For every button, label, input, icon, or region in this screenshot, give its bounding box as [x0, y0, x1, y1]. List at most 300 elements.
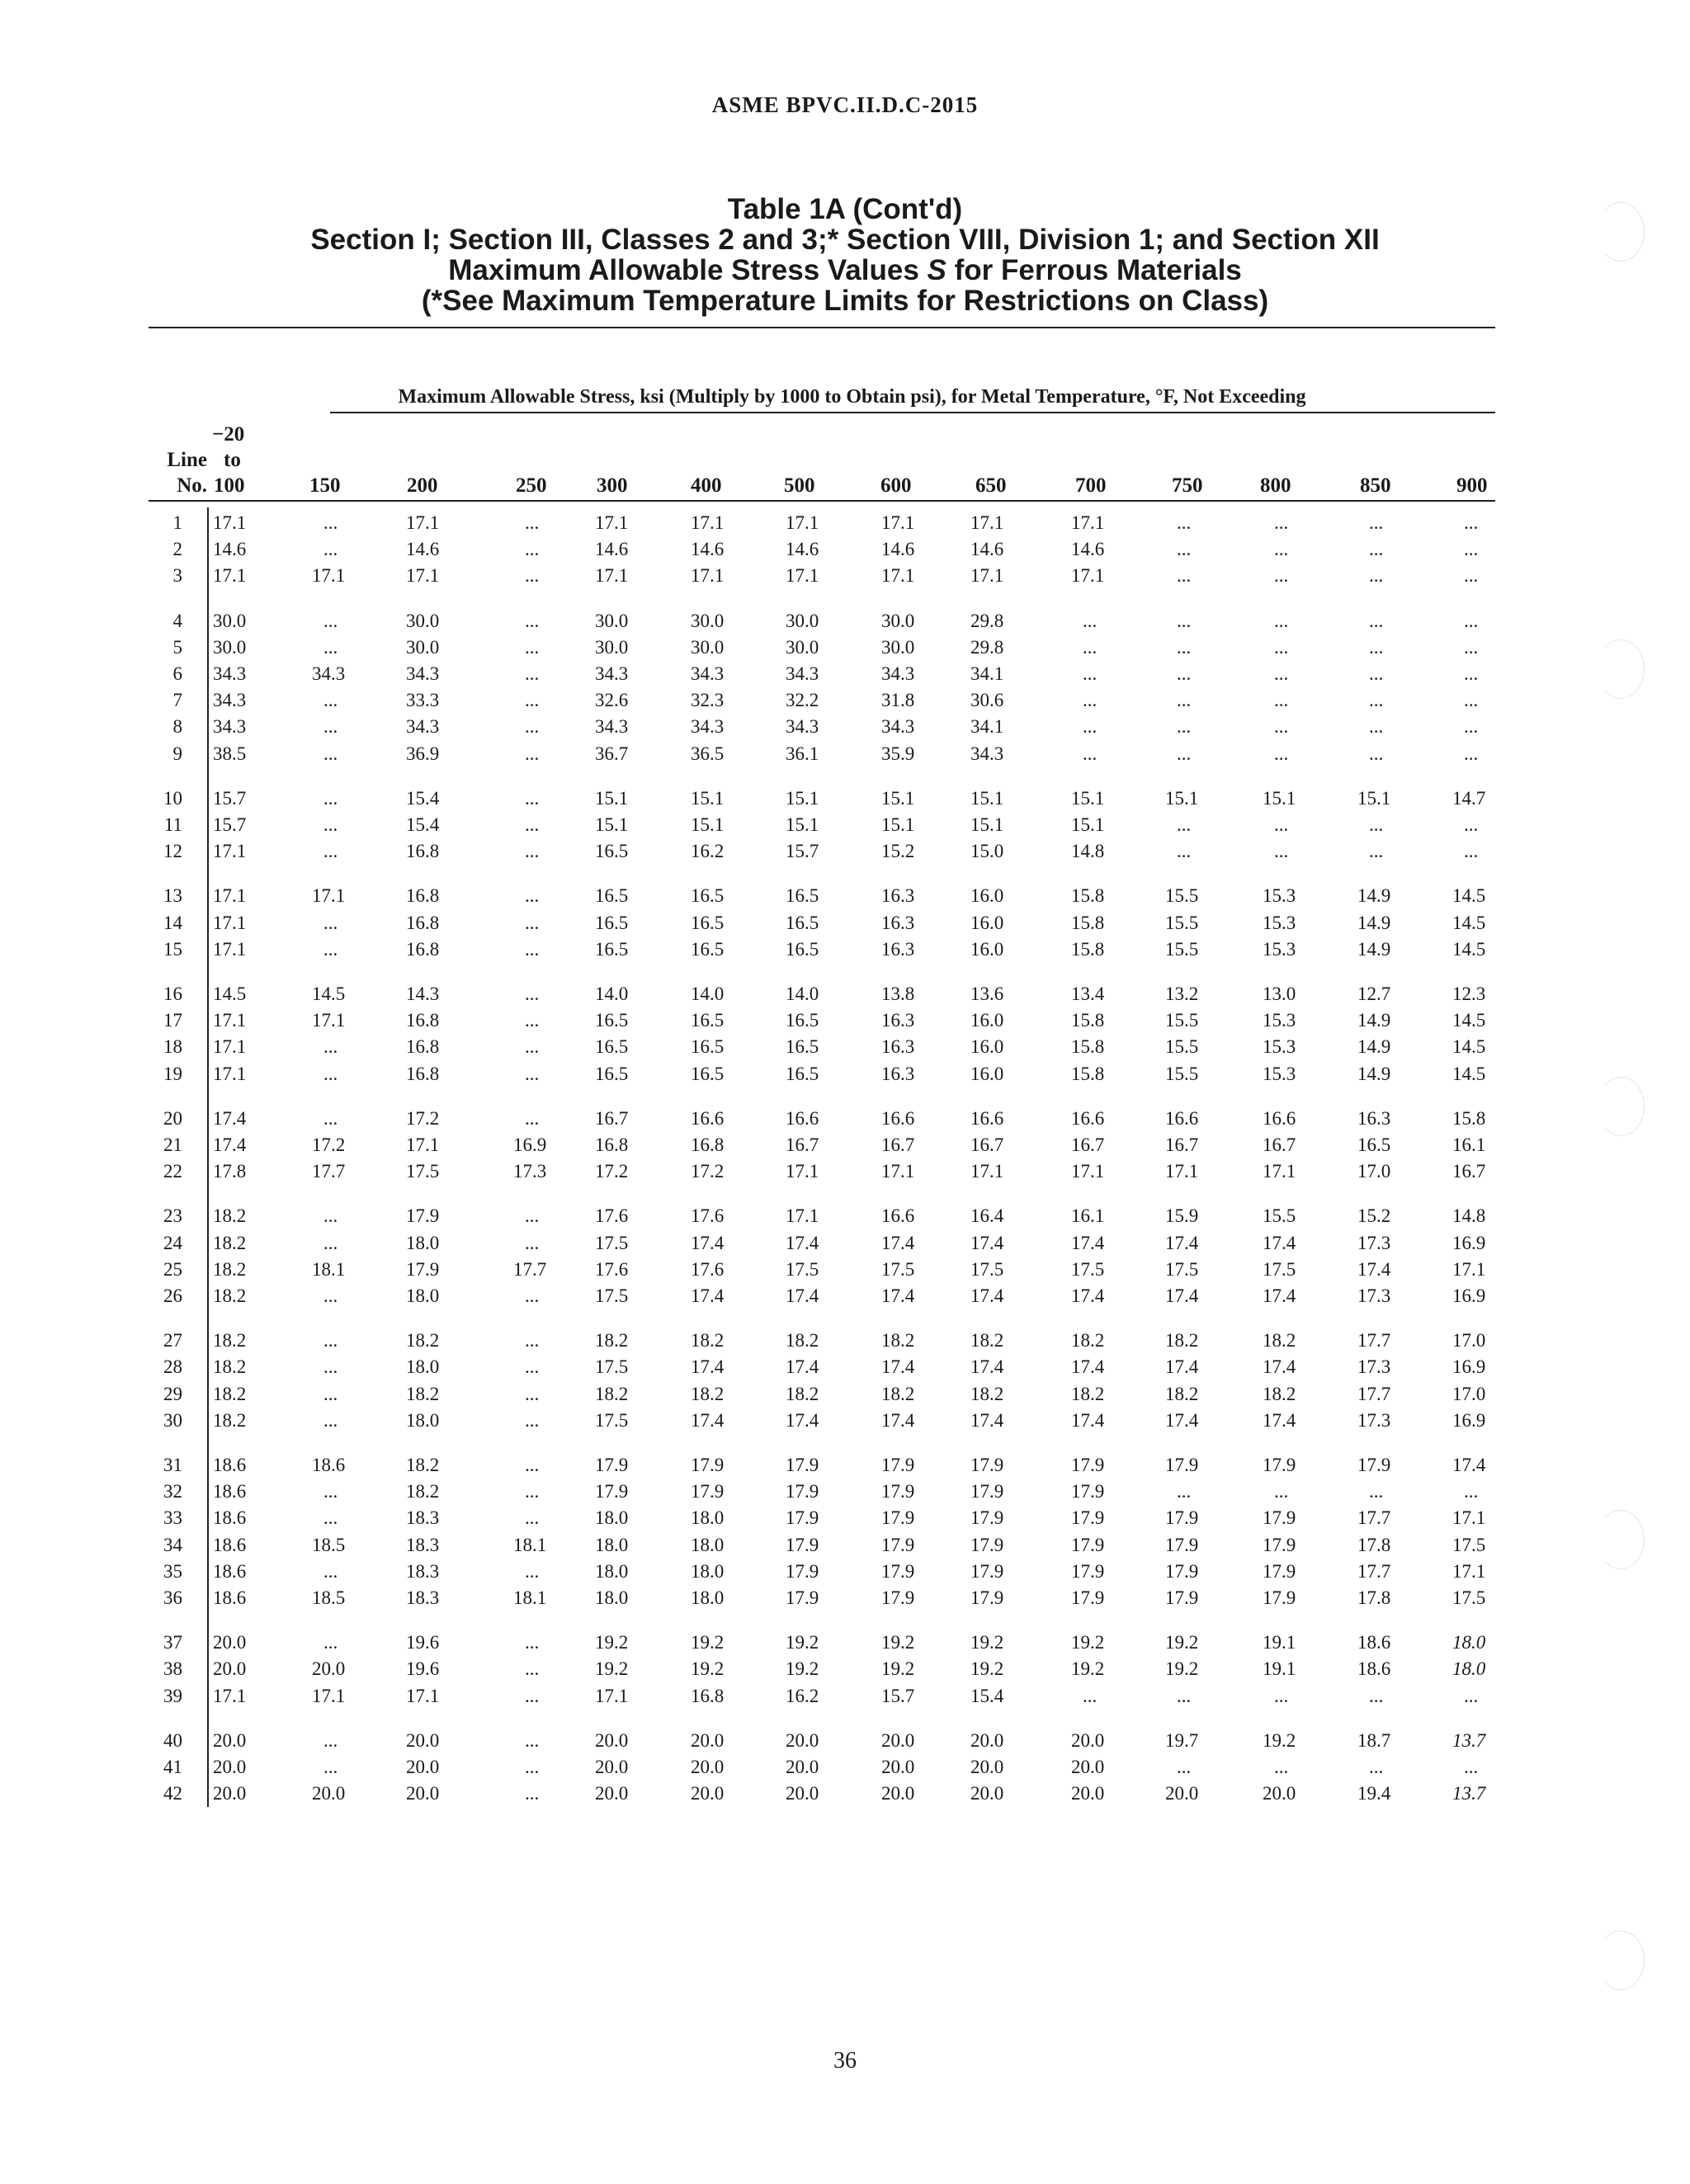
stress-value-cell: ... [1083, 1685, 1098, 1706]
stress-value-cell: 16.7 [1071, 1134, 1105, 1155]
stress-value-cell: ... [525, 1560, 540, 1582]
stress-value-cell: 15.1 [1165, 787, 1199, 809]
stress-value-cell: ... [1369, 690, 1384, 711]
stress-value-cell: 17.9 [786, 1507, 819, 1529]
stress-value-cell: 15.3 [1263, 912, 1296, 933]
stress-value-cell: 17.7 [1357, 1330, 1391, 1351]
stress-value-cell: 36.9 [406, 743, 440, 764]
stress-value-cell: 19.2 [595, 1632, 629, 1653]
stress-value-cell: ... [1274, 690, 1289, 711]
stress-value-cell: 17.9 [970, 1534, 1004, 1555]
stress-value-cell: ... [525, 1658, 540, 1680]
stress-value-cell: 17.9 [970, 1507, 1004, 1529]
stress-value-cell: 17.9 [970, 1560, 1004, 1582]
stress-value-cell: 17.5 [1452, 1534, 1486, 1555]
line-number: 26 [163, 1285, 182, 1306]
stress-value-cell: 17.9 [1165, 1455, 1199, 1475]
stress-value-cell: 17.5 [595, 1409, 629, 1431]
line-number: 6 [172, 663, 182, 684]
stress-value-cell: ... [323, 690, 338, 711]
stress-value-cell: 15.5 [1165, 885, 1199, 907]
stress-value-cell: 20.0 [595, 1757, 629, 1777]
stress-value-cell: 17.1 [312, 1685, 346, 1706]
stress-value-cell: 18.2 [406, 1455, 440, 1475]
line-number: 10 [163, 787, 182, 809]
column-header: 750 [1172, 474, 1203, 497]
stress-value-cell: 18.0 [595, 1560, 629, 1582]
stress-value-cell: 20.0 [881, 1757, 915, 1777]
stress-value-cell: 16.3 [881, 938, 915, 960]
stress-value-cell: 32.2 [786, 690, 819, 711]
stress-value-cell: 17.6 [595, 1258, 629, 1280]
stress-value-cell: 18.0 [691, 1507, 725, 1529]
stress-value-cell: 19.1 [1263, 1632, 1296, 1653]
stress-value-cell: 14.8 [1071, 841, 1105, 862]
stress-value-cell: 15.2 [1357, 1205, 1391, 1227]
table-title-sections: Section I; Section III, Classes 2 and 3;* Section VIII, Division 1; and Section XII [310, 224, 1380, 256]
stress-value-cell: 17.9 [1263, 1560, 1296, 1582]
punch-hole-mark [1597, 202, 1645, 262]
stress-value-cell: 15.1 [786, 787, 819, 809]
stress-value-cell: 15.8 [1071, 938, 1105, 960]
stress-value-cell: 15.3 [1263, 885, 1296, 907]
line-number: 38 [163, 1658, 182, 1680]
title-main-symbol: S [927, 254, 946, 286]
stress-value-cell: 17.4 [1165, 1232, 1199, 1253]
punch-hole-mark [1597, 1931, 1645, 1990]
stress-value-cell: 30.0 [786, 610, 819, 631]
stress-value-cell: 17.1 [213, 1010, 247, 1031]
stress-value-cell: 16.7 [881, 1134, 915, 1155]
stress-value-cell: 16.0 [970, 1036, 1004, 1058]
stress-value-cell: 17.4 [881, 1356, 915, 1378]
stress-value-cell: 34.3 [691, 663, 725, 684]
stress-value-cell: ... [1083, 690, 1098, 711]
stress-value-cell: 17.9 [881, 1534, 915, 1555]
stress-value-cell: 35.9 [881, 743, 915, 764]
stress-value-cell: 19.2 [786, 1658, 819, 1680]
stress-value-cell: 16.3 [881, 912, 915, 933]
stress-value-cell: 17.1 [1071, 565, 1105, 587]
stress-value-cell: 16.6 [786, 1107, 819, 1129]
stress-value-cell: ... [1274, 539, 1289, 560]
stress-value-cell: 33.3 [406, 690, 440, 711]
stress-value-cell: 17.6 [691, 1205, 725, 1227]
stress-value-cell: 17.4 [1165, 1356, 1199, 1378]
stress-value-cell: ... [1177, 690, 1192, 711]
stress-value-cell: 17.9 [786, 1587, 819, 1608]
stress-value-cell: ... [1083, 743, 1098, 764]
stress-value-cell: ... [1083, 636, 1098, 658]
stress-value-cell: 17.1 [312, 1010, 346, 1031]
line-number: 34 [163, 1534, 182, 1555]
stress-value-cell: 15.1 [595, 787, 629, 809]
stress-value-cell: 19.2 [1071, 1658, 1105, 1680]
stress-value-cell: 18.2 [213, 1409, 247, 1431]
stress-value-cell: ... [1369, 512, 1384, 533]
line-number: 23 [163, 1205, 182, 1227]
stress-value-cell: ... [323, 636, 338, 658]
first-col-header-b: to [224, 449, 241, 471]
line-number: 5 [172, 636, 182, 658]
stress-value-cell: 36.5 [691, 743, 725, 764]
stress-value-cell: 17.9 [1071, 1560, 1105, 1582]
stress-value-cell: 15.7 [881, 1685, 915, 1706]
stress-value-cell: 34.3 [786, 716, 819, 738]
column-header: 250 [516, 474, 547, 497]
stress-value-cell: 34.3 [970, 743, 1004, 764]
stress-value-cell: 14.8 [1452, 1205, 1486, 1227]
stress-value-cell: ... [525, 1409, 540, 1431]
stress-value-cell: 20.0 [406, 1729, 440, 1751]
stress-value-cell: ... [1274, 636, 1289, 658]
stress-value-cell: 17.1 [881, 1161, 915, 1182]
stress-value-cell: 18.2 [213, 1330, 247, 1351]
stress-value-cell: 16.6 [881, 1205, 915, 1227]
stress-value-cell: ... [525, 1757, 540, 1777]
stress-value-cell: 17.1 [213, 1036, 247, 1058]
stress-value-cell: 15.5 [1165, 1063, 1199, 1084]
stress-value-cell: 16.5 [786, 1036, 819, 1058]
stress-value-cell: 17.1 [1452, 1560, 1486, 1582]
stress-value-cell: 18.2 [213, 1205, 247, 1227]
stress-value-cell: 15.7 [213, 814, 247, 835]
stress-value-cell: 36.1 [786, 743, 819, 764]
stress-value-cell: 16.5 [595, 885, 629, 907]
stress-value-cell: 14.6 [881, 539, 915, 560]
stress-value-cell: ... [1274, 565, 1289, 587]
stress-value-cell: 17.5 [1263, 1258, 1296, 1280]
stress-value-cell: 34.3 [595, 663, 629, 684]
stress-value-cell: 18.2 [786, 1383, 819, 1404]
stress-value-cell: 18.5 [312, 1587, 346, 1608]
stress-value-cell: 17.4 [213, 1134, 247, 1155]
stress-value-cell: 16.9 [1452, 1409, 1486, 1431]
stress-value-cell: 18.2 [595, 1383, 629, 1404]
line-number: 35 [163, 1560, 182, 1582]
stress-value-cell: ... [1464, 716, 1479, 738]
stress-value-cell: ... [1083, 716, 1098, 738]
stress-value-cell: 17.1 [881, 565, 915, 587]
stress-value-cell: 16.8 [595, 1134, 629, 1155]
stress-value-cell: 16.7 [1165, 1134, 1199, 1155]
stress-value-cell: 17.1 [406, 1685, 440, 1706]
stress-value-cell: 17.4 [1071, 1356, 1105, 1378]
line-number: 37 [163, 1632, 182, 1653]
stress-value-cell: 17.4 [1263, 1409, 1296, 1431]
stress-value-cell: ... [1464, 539, 1479, 560]
stress-value-cell: 17.4 [1263, 1285, 1296, 1306]
stress-value-cell: 20.0 [1165, 1783, 1199, 1804]
stress-value-cell: 17.2 [691, 1161, 725, 1182]
stress-value-cell: ... [525, 1356, 540, 1378]
stress-value-cell: 15.9 [1165, 1205, 1199, 1227]
stress-value-cell: 20.0 [1071, 1757, 1105, 1777]
stress-value-cell: ... [1177, 743, 1192, 764]
stress-value-cell: 18.2 [970, 1383, 1004, 1404]
stress-value-cell: 15.8 [1452, 1107, 1486, 1129]
stress-value-cell: 16.3 [881, 1063, 915, 1084]
stress-value-cell: 17.1 [406, 512, 440, 533]
stress-value-cell: 17.1 [691, 512, 725, 533]
stress-value-cell: 17.3 [1357, 1356, 1391, 1378]
stress-value-cell: ... [1369, 716, 1384, 738]
line-header-bottom: No. [177, 474, 207, 497]
stress-value-cell: 20.0 [213, 1729, 247, 1751]
stress-value-cell: 15.1 [595, 814, 629, 835]
stress-value-cell: ... [323, 1632, 338, 1653]
stress-value-cell: ... [1464, 565, 1479, 587]
stress-value-cell: 30.0 [213, 636, 247, 658]
stress-value-cell: 34.3 [213, 716, 247, 738]
stress-value-cell: 19.2 [1165, 1658, 1199, 1680]
stress-value-cell: 20.0 [691, 1729, 725, 1751]
stress-value-cell: ... [525, 1205, 540, 1227]
stress-value-cell: 34.3 [406, 716, 440, 738]
stress-value-cell: 15.3 [1263, 1036, 1296, 1058]
stress-value-cell: ... [525, 716, 540, 738]
stress-value-cell: 17.4 [786, 1285, 819, 1306]
stress-value-cell: ... [525, 938, 540, 960]
stress-value-cell: ... [323, 1409, 338, 1431]
stress-value-cell: ... [323, 912, 338, 933]
stress-value-cell: 17.9 [881, 1507, 915, 1529]
stress-value-cell: 17.9 [1263, 1587, 1296, 1608]
line-number: 31 [163, 1455, 182, 1475]
stress-value-cell: 30.0 [691, 636, 725, 658]
stress-value-cell: 29.8 [970, 610, 1004, 631]
stress-value-cell: 13.4 [1071, 984, 1105, 1004]
stress-value-cell: 17.3 [1357, 1232, 1391, 1253]
stress-value-cell: ... [1274, 814, 1289, 835]
stress-value-cell: ... [525, 1685, 540, 1706]
stress-value-cell: ... [1083, 610, 1098, 631]
stress-value-cell: ... [1369, 743, 1384, 764]
column-header: 700 [1075, 474, 1107, 497]
stress-value-cell: 13.0 [1263, 984, 1296, 1004]
stress-value-cell: 16.6 [881, 1107, 915, 1129]
column-header: 800 [1260, 474, 1291, 497]
stress-value-cell: 17.1 [1452, 1258, 1486, 1280]
line-number: 29 [163, 1383, 182, 1404]
stress-value-cell: 16.4 [970, 1205, 1004, 1227]
stress-value-cell: 16.5 [786, 1063, 819, 1084]
stress-value-cell: 18.3 [406, 1507, 440, 1529]
stress-value-cell: 15.1 [691, 787, 725, 809]
stress-value-cell: 16.3 [881, 1036, 915, 1058]
stress-value-cell: 18.2 [691, 1383, 725, 1404]
stress-value-cell: 19.2 [595, 1658, 629, 1680]
stress-value-cell: 17.9 [881, 1481, 915, 1502]
stress-value-cell: 14.9 [1357, 912, 1391, 933]
stress-value-cell: 17.4 [786, 1409, 819, 1431]
stress-value-cell: 16.5 [691, 1063, 725, 1084]
stress-value-cell: 17.1 [1071, 512, 1105, 533]
stress-value-cell: 20.0 [1263, 1783, 1296, 1804]
stress-value-cell: 17.9 [786, 1534, 819, 1555]
stress-value-cell: ... [525, 1783, 540, 1804]
stress-value-cell: 17.1 [970, 512, 1004, 533]
column-header: 900 [1456, 474, 1488, 497]
stress-value-cell: 14.5 [1452, 912, 1486, 933]
stress-value-cell: 30.0 [406, 636, 440, 658]
stress-value-cell: 16.6 [1071, 1107, 1105, 1129]
stress-value-cell: 19.2 [691, 1632, 725, 1653]
stress-value-cell: 38.5 [213, 743, 247, 764]
stress-value-cell: 20.0 [213, 1783, 247, 1804]
stress-value-cell: ... [525, 814, 540, 835]
stress-value-cell: 18.2 [970, 1330, 1004, 1351]
stress-value-cell: 17.9 [1165, 1507, 1199, 1529]
stress-value-cell: 32.6 [595, 690, 629, 711]
stress-value-cell: 20.0 [881, 1783, 915, 1804]
stress-value-cell: 15.5 [1263, 1205, 1296, 1227]
stress-value-cell: 15.7 [786, 841, 819, 862]
stress-value-cell: 16.5 [691, 885, 725, 907]
stress-value-cell: 14.3 [406, 984, 440, 1004]
stress-value-cell: ... [323, 1507, 338, 1529]
stress-value-cell: 17.1 [1452, 1507, 1486, 1529]
stress-value-cell: ... [525, 539, 540, 560]
stress-value-cell: 17.4 [213, 1107, 247, 1129]
line-number: 14 [163, 912, 182, 933]
stress-value-cell: 17.9 [595, 1455, 629, 1475]
stress-value-cell: 17.9 [1357, 1455, 1391, 1475]
stress-value-cell: ... [323, 1356, 338, 1378]
stress-value-cell: 16.1 [1452, 1134, 1486, 1155]
stress-value-cell: 16.5 [595, 912, 629, 933]
stress-value-cell: 16.0 [970, 1063, 1004, 1084]
stress-value-cell: ... [1369, 565, 1384, 587]
stress-value-cell: 16.5 [595, 1063, 629, 1084]
stress-value-cell: 15.7 [213, 787, 247, 809]
stress-value-cell: 19.1 [1263, 1658, 1296, 1680]
stress-value-cell: 15.1 [881, 787, 915, 809]
stress-value-cell: 17.5 [1071, 1258, 1105, 1280]
stress-value-cell: 34.3 [595, 716, 629, 738]
stress-value-cell: 20.0 [312, 1658, 346, 1680]
stress-value-cell: 30.0 [406, 610, 440, 631]
stress-value-cell: ... [525, 610, 540, 631]
stress-value-cell: 14.7 [1452, 787, 1486, 809]
stress-value-cell: 17.1 [595, 1685, 629, 1706]
stress-value-cell: ... [1274, 1757, 1289, 1777]
stress-value-cell: ... [323, 1330, 338, 1351]
stress-value-cell: 18.2 [406, 1330, 440, 1351]
stress-value-cell: ... [525, 512, 540, 533]
stress-value-cell: 15.1 [1071, 814, 1105, 835]
stress-value-cell: 17.5 [970, 1258, 1004, 1280]
line-number: 28 [163, 1356, 182, 1378]
stress-value-cell: 17.4 [1165, 1409, 1199, 1431]
line-number: 42 [163, 1783, 182, 1804]
stress-value-cell: ... [323, 512, 338, 533]
stress-value-cell: 18.6 [1357, 1632, 1391, 1653]
stress-value-cell: 20.0 [406, 1757, 440, 1777]
stress-value-cell: ... [323, 938, 338, 960]
column-header: 300 [597, 474, 628, 497]
stress-value-cell: 17.1 [970, 1161, 1004, 1182]
stress-value-cell: 16.6 [970, 1107, 1004, 1129]
stress-value-cell: 14.5 [312, 984, 346, 1004]
stress-value-cell: ... [1369, 841, 1384, 862]
stress-value-cell: 17.6 [691, 1258, 725, 1280]
stress-value-cell: 16.6 [691, 1107, 725, 1129]
stress-value-cell: 13.2 [1165, 984, 1199, 1004]
stress-value-cell: ... [323, 1383, 338, 1404]
stress-value-cell: 18.1 [513, 1587, 547, 1608]
stress-value-cell: 17.7 [1357, 1560, 1391, 1582]
stress-value-cell: 16.7 [786, 1134, 819, 1155]
stress-value-cell: ... [525, 1330, 540, 1351]
stress-value-cell: 16.8 [406, 938, 440, 960]
stress-value-cell: ... [525, 1729, 540, 1751]
stress-value-cell: 17.2 [312, 1134, 346, 1155]
line-number: 8 [172, 716, 182, 738]
stress-value-cell: 17.1 [786, 565, 819, 587]
stress-value-cell: 17.4 [1263, 1356, 1296, 1378]
title-main-post: for Ferrous Materials [946, 254, 1242, 286]
stress-value-cell: ... [323, 1107, 338, 1129]
line-number: 36 [163, 1587, 182, 1608]
stress-value-cell: 17.9 [786, 1560, 819, 1582]
stress-value-cell: 16.1 [1071, 1205, 1105, 1227]
stress-value-cell: 15.5 [1165, 1036, 1199, 1058]
stress-value-cell: 17.5 [595, 1356, 629, 1378]
stress-value-cell: ... [1464, 663, 1479, 684]
stress-value-cell: 16.5 [786, 938, 819, 960]
stress-value-cell: ... [323, 1729, 338, 1751]
stress-value-cell: 20.0 [691, 1783, 725, 1804]
stress-value-cell: 31.8 [881, 690, 915, 711]
stress-value-cell: 15.3 [1263, 1010, 1296, 1031]
stress-value-cell: 30.6 [970, 690, 1004, 711]
stress-value-cell: 16.5 [691, 912, 725, 933]
stress-value-cell: 17.9 [1263, 1534, 1296, 1555]
line-number: 17 [163, 1010, 182, 1031]
stress-value-cell: ... [1274, 841, 1289, 862]
line-number: 9 [172, 743, 182, 764]
stress-value-cell: 15.3 [1263, 1063, 1296, 1084]
stress-value-cell: 18.2 [1263, 1330, 1296, 1351]
stress-value-cell: 30.0 [881, 610, 915, 631]
punch-hole-mark [1597, 1077, 1645, 1136]
stress-value-cell: ... [525, 787, 540, 809]
stress-value-cell: 17.0 [1357, 1161, 1391, 1182]
stress-value-cell: 16.9 [513, 1134, 547, 1155]
stress-value-cell: ... [1177, 539, 1192, 560]
stress-value-cell: ... [525, 1285, 540, 1306]
stress-value-cell: 16.5 [595, 841, 629, 862]
stress-value-cell: 14.5 [1452, 1036, 1486, 1058]
stress-value-cell: ... [1464, 690, 1479, 711]
stress-value-cell: 16.6 [1165, 1107, 1199, 1129]
stress-value-cell: 18.2 [786, 1330, 819, 1351]
stress-value-cell: 17.9 [786, 1481, 819, 1502]
stress-value-cell: 15.5 [1165, 912, 1199, 933]
stress-value-cell: 15.8 [1071, 885, 1105, 907]
stress-value-cell: 20.0 [213, 1757, 247, 1777]
stress-value-cell: 16.2 [691, 841, 725, 862]
stress-value-cell: 16.3 [1357, 1107, 1391, 1129]
stress-value-cell: 14.9 [1357, 1010, 1391, 1031]
stress-value-cell: 14.9 [1357, 1036, 1391, 1058]
stress-value-cell: 20.0 [595, 1783, 629, 1804]
stress-value-cell: ... [1369, 539, 1384, 560]
stress-value-cell: ... [1274, 1685, 1289, 1706]
stress-value-cell: 34.3 [786, 663, 819, 684]
stress-value-cell: 17.7 [513, 1258, 547, 1280]
